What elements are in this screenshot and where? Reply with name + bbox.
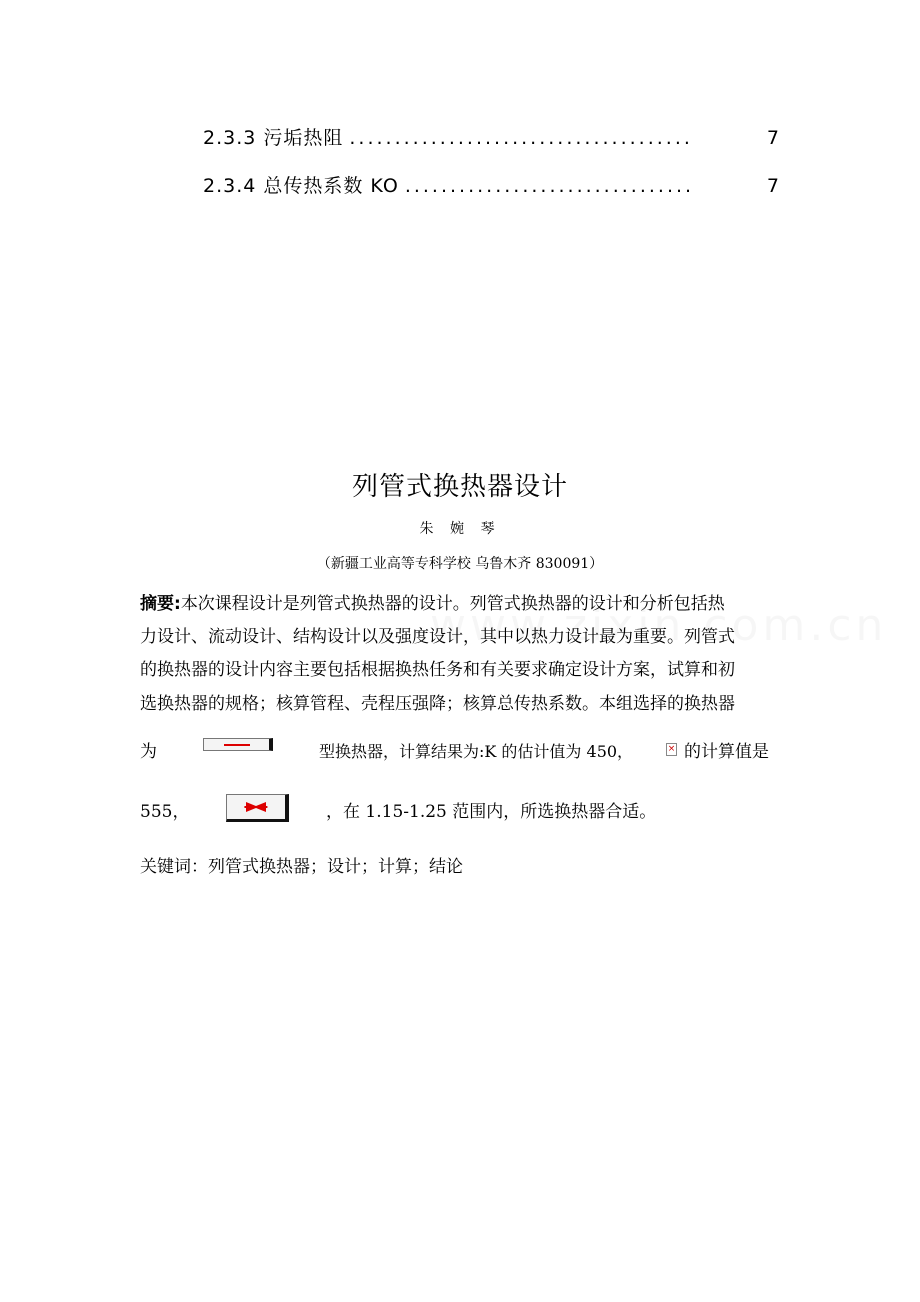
abstract-line — [140, 587, 782, 622]
toc-page-number: 7 — [766, 175, 780, 197]
abstract-line — [140, 789, 782, 829]
abstract-text: 的计算值是 — [684, 742, 769, 762]
abstract-text: 本次课程设计是列管式换热器的设计。列管式换热器的设计和分析包括热 — [180, 594, 725, 614]
paper-title: 列管式换热器设计 — [351, 472, 568, 502]
broken-image-icon: × — [667, 744, 676, 754]
keywords-line — [140, 852, 463, 877]
toc-page-number: 7 — [766, 127, 780, 149]
abstract-line: 选换热器的规格；核算管程、壳程压强降；核算总传热系数。本组选择的换热器 — [140, 694, 735, 714]
toc-entry-label: 2.3.3 污垢热阻 — [203, 127, 344, 149]
abstract-text: ，在 1.15-1.25 范围内，所选换热器合适。 — [326, 802, 657, 822]
keywords-text: 列管式换热器；设计；计算；结论 — [208, 857, 463, 877]
paper-affiliation: （新疆工业高等专科学校 乌鲁木齐 830091） — [316, 556, 604, 572]
embedded-formula-image — [203, 738, 273, 751]
abstract-line — [140, 733, 782, 773]
keywords-label: 关键词： — [140, 857, 208, 877]
toc-entry-overall-heat-transfer[interactable] — [203, 171, 780, 201]
toc-leader-dots: ................................ — [404, 175, 695, 197]
abstract-text: 555， — [140, 802, 190, 822]
toc-leader-dots: ...................................... — [349, 127, 693, 149]
abstract-line: 力设计、流动设计、结构设计以及强度设计，其中以热力设计最为重要。列管式 — [140, 627, 735, 647]
paper-author: 朱 婉 琴 — [419, 521, 501, 537]
abstract-line: 的换热器的设计内容主要包括根据换热任务和有关要求确定设计方案，试算和初 — [140, 660, 735, 680]
toc-entry-fouling-resistance[interactable] — [203, 123, 780, 153]
abstract-text: 为 — [140, 742, 157, 762]
toc-entry-label: 2.3.4 总传热系数 KO — [203, 175, 399, 197]
abstract-text: 型换热器，计算结果为:K 的估计值为 450， — [319, 742, 634, 761]
embedded-formula-image — [226, 794, 289, 822]
abstract-label: 摘要: — [140, 594, 181, 614]
